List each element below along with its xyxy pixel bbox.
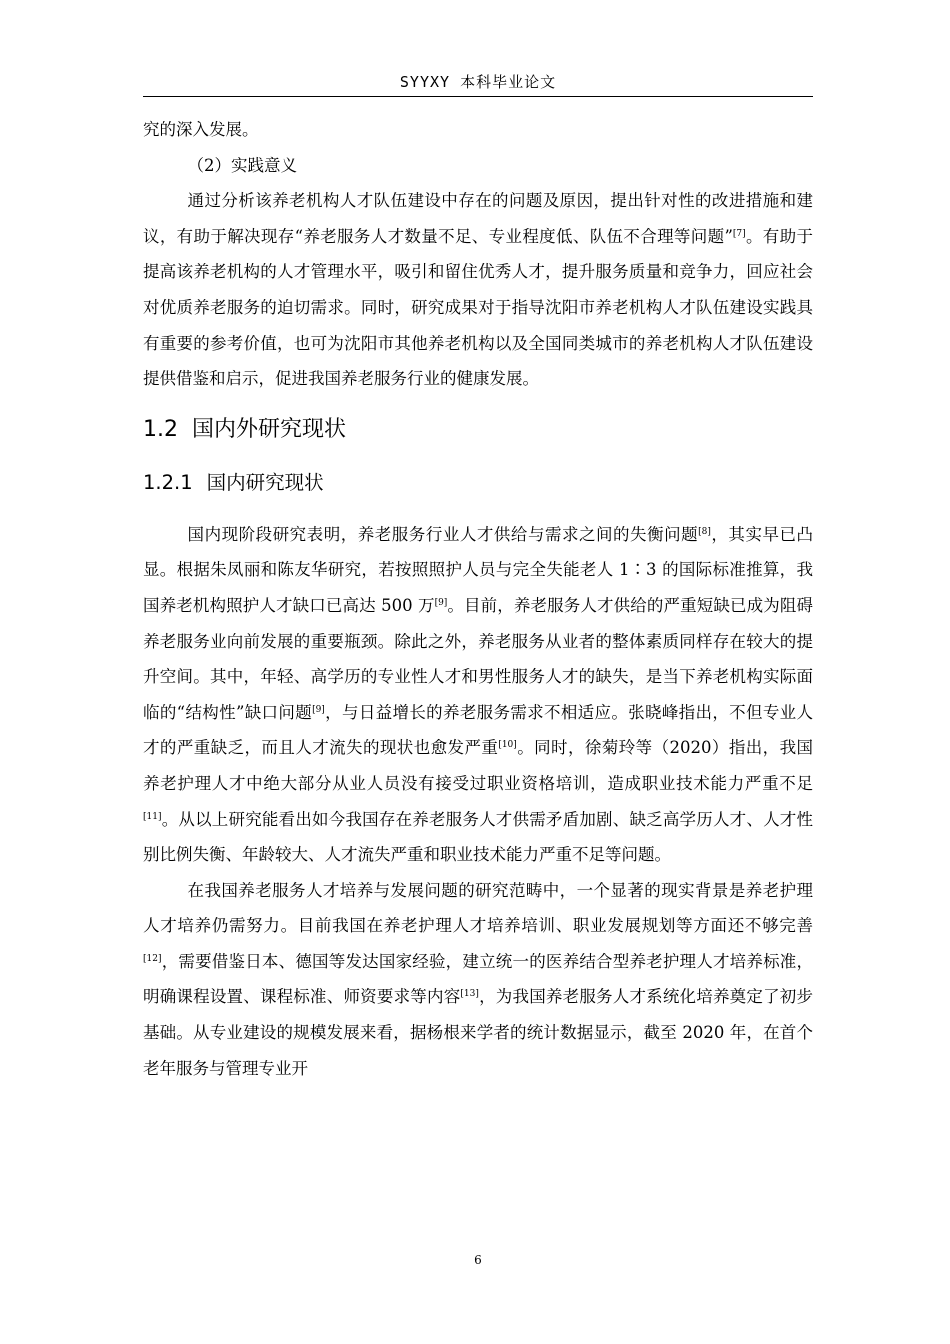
text-run: ，需要借鉴日本、德国等发达国家经验，建立统一的医养结合型养老护理人才培养标准，明确课程设置、课程标准、师资要求等内容	[143, 951, 813, 1007]
text-run: 。从以上研究能看出如今我国存在养老服务人才供需矛盾加剧、缺乏高学历人才、人才性别比例失衡、年龄较大、人才流失严重和职业技术能力严重不足等问题。	[143, 809, 813, 865]
text-run: 。有助于提高该养老机构的人才管理水平，吸引和留住优秀人才，提升服务质量和竞争力，回应社会对优质养老服务的迫切需求。同时，研究成果对于指导沈阳市养老机构人才队伍建设实践具有重要的参考价值，也可为沈阳市其他养老机构以及全国同类城市的养老机构人才队伍建设提供借鉴和启示，促进我国养老服务行业的健康发展。	[143, 226, 813, 389]
citation-ref: [12]	[143, 953, 162, 964]
header-rule	[143, 96, 813, 97]
page-number: 6	[474, 1253, 482, 1267]
citation-ref: [10]	[498, 740, 517, 751]
text-run: 国内现阶段研究表明，养老服务行业人才供给与需求之间的失衡问题	[187, 524, 699, 544]
section-heading-1-2	[143, 415, 813, 445]
section-title: 国内研究现状	[206, 470, 324, 494]
citation-ref: [11]	[143, 811, 162, 822]
text-run: 。目前，养老服务人才供给的严重短缺已成为阻碍养老服务业向前发展的重要瓶颈。除此之外，养老服务从业者的整体素质同样存在较大的提升空间。其中，年轻、高学历的专业性人才和男性服务人才的缺失，是当下养老机构实际面临的“结构性”缺口问题	[143, 595, 814, 722]
paragraph-continuation: 究的深入发展。	[143, 120, 259, 139]
citation-ref: [8]	[698, 526, 711, 537]
text-run: ，其实早已凸显。根据朱凤丽和陈友华研究，若按照照护人员与完全失能老人 1∶3 的国际标准推算，我国养老机构照护人才缺口已高达 500 万	[143, 524, 814, 615]
paragraph-domestic-research	[143, 517, 813, 873]
citation-ref: [13]	[460, 989, 479, 1000]
text-run: 。同时，徐菊玲等（2020）指出，我国养老护理人才中绝大部分从业人员没有接受过职业资格培训，造成职业技术能力严重不足	[143, 738, 813, 793]
paragraph-talent-training	[143, 873, 813, 1087]
paragraph-practical-significance	[143, 183, 813, 397]
text-run: 通过分析该养老机构人才队伍建设中存在的问题及原因，提出针对性的改进措施和建议，有助于解决现存“养老服务人才数量不足、专业程度低、队伍不合理等问题”	[143, 191, 813, 246]
citation-ref: [7]	[732, 228, 746, 239]
citation-ref: [9]	[434, 597, 448, 608]
subheading-practical-significance: （2）实践意义	[187, 155, 298, 175]
page-body	[143, 112, 813, 1086]
running-header: SYYXY 本科毕业论文	[399, 73, 557, 91]
section-number: 1.2.1	[143, 470, 193, 494]
section-heading-1-2-1	[143, 469, 813, 497]
text-run: ，为我国养老服务人才系统化培养奠定了初步基础。从专业建设的规模发展来看，据杨根来学者的统计数据显示，截至 2020 年，在首个老年服务与管理专业开	[143, 987, 814, 1078]
section-title: 国内外研究现状	[192, 416, 347, 442]
section-number: 1.2	[143, 416, 178, 442]
text-run: 在我国养老服务人才培养与发展问题的研究范畴中，一个显著的现实背景是养老护理人才培养仍需努力。目前我国在养老护理人才培养培训、职业发展规划等方面还不够完善	[143, 880, 813, 936]
text-run: ，与日益增长的养老服务需求不相适应。张晓峰指出，不但专业人才的严重缺乏，而且人才流失的现状也愈发严重	[143, 702, 814, 758]
citation-ref: [9]	[312, 704, 325, 715]
